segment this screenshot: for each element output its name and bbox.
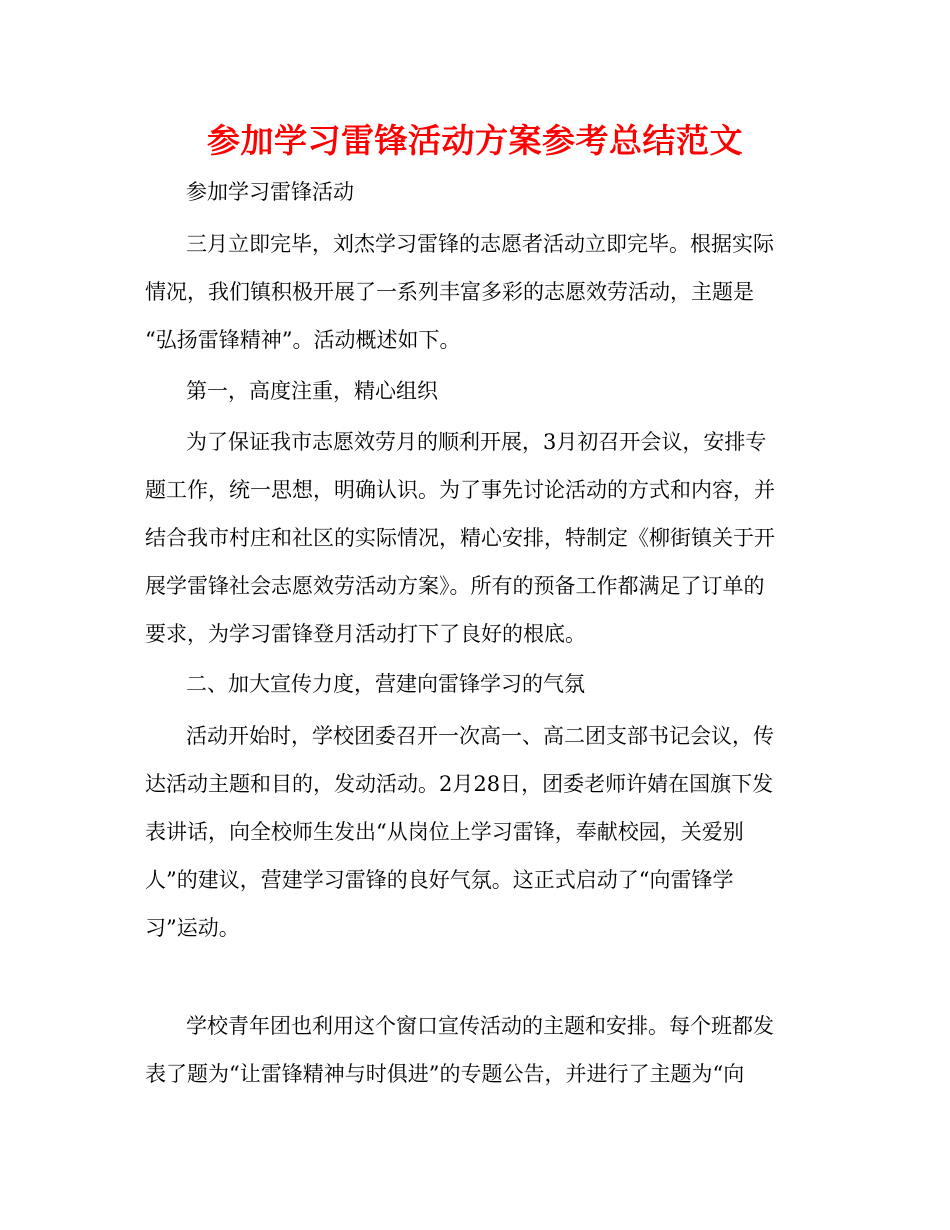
paragraph-line: 情况，我们镇积极开展了一系列丰富多彩的志愿效劳活动，主题是 [145, 280, 754, 304]
paragraph-line: 习”运动。 [145, 916, 240, 940]
paragraph-line: 展学雷锋社会志愿效劳活动方案》。所有的预备工作都满足了订单的 [145, 574, 765, 598]
paragraph-line: 达活动主题和目的，发动活动。2月28日，团委老师许婧在国旗下发 [145, 772, 774, 796]
paragraph-line: 学校青年团也利用这个窗口宣传活动的主题和安排。每个班都发 [186, 1014, 774, 1038]
paragraph-line: 活动开始时，学校团委召开一次高一、高二团支部书记会议，传 [186, 724, 774, 748]
section-heading: 第一，高度注重，精心组织 [186, 379, 438, 403]
paragraph-line: 三月立即完毕，刘杰学习雷锋的志愿者活动立即完毕。根据实际 [186, 232, 774, 256]
paragraph-line: 表了题为“让雷锋精神与时俱进”的专题公告，并进行了主题为“向 [145, 1062, 745, 1086]
section-heading: 二、加大宣传力度，营建向雷锋学习的气氛 [186, 672, 585, 696]
paragraph-line: 题工作，统一思想，明确认识。为了事先讨论活动的方式和内容，并 [145, 478, 775, 502]
paragraph-line: “弘扬雷锋精神”。活动概述如下。 [145, 328, 461, 352]
paragraph-line: 表讲话，向全校师生发出“从岗位上学习雷锋，奉献校园，关爱别 [145, 820, 744, 844]
section-heading: 参加学习雷锋活动 [186, 180, 354, 204]
paragraph-line: 结合我市村庄和社区的实际情况，精心安排，特制定《柳街镇关于开 [145, 526, 775, 550]
paragraph-line: 人”的建议，营建学习雷锋的良好气氛。这正式启动了“向雷锋学 [145, 868, 734, 892]
paragraph-line: 要求，为学习雷锋登月活动打下了良好的根底。 [145, 622, 586, 646]
paragraph-line: 为了保证我市志愿效劳月的顺利开展，3月初召开会议，安排专 [186, 430, 767, 454]
document-title: 参加学习雷锋活动方案参考总结范文 [207, 121, 743, 160]
